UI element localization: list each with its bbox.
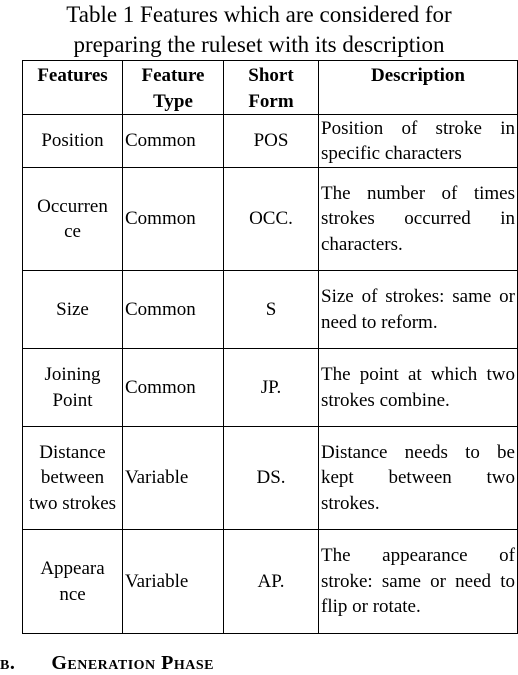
cell-feature: Occurren ce <box>23 168 123 271</box>
cell-description: Position of stroke in specific characters <box>319 115 518 168</box>
section-marker: b. <box>0 652 16 674</box>
cell-short-form: DS. <box>224 427 319 530</box>
header-short-form: Short Form <box>224 61 319 115</box>
cell-short-form: AP. <box>224 530 319 634</box>
section-title: Generation Phase <box>51 652 214 674</box>
caption-line-1: Table 1 Features which are considered for <box>66 2 452 27</box>
cell-feature: Joining Point <box>23 349 123 427</box>
cell-feature-type: Common <box>123 168 224 271</box>
table-row <box>23 349 518 427</box>
cell-feature: Distance between two strokes <box>23 427 123 530</box>
cell-short-form: OCC. <box>224 168 319 271</box>
table-row <box>23 530 518 634</box>
cell-short-form: S <box>224 271 319 349</box>
table-row <box>23 115 518 168</box>
section-heading-fragment <box>0 652 214 675</box>
cell-feature: Appeara nce <box>23 530 123 634</box>
table-caption <box>0 0 518 60</box>
cell-description: The point at which two strokes combine. <box>319 349 518 427</box>
cell-feature-type: Variable <box>123 530 224 634</box>
table-row <box>23 271 518 349</box>
features-table <box>22 60 518 634</box>
cell-feature-type: Common <box>123 271 224 349</box>
cell-feature: Position <box>23 115 123 168</box>
cell-description: Distance needs to be kept between two strokes. <box>319 427 518 530</box>
cell-short-form: JP. <box>224 349 319 427</box>
table-row <box>23 168 518 271</box>
cell-feature-type: Common <box>123 115 224 168</box>
cell-short-form: POS <box>224 115 319 168</box>
header-description: Description <box>319 61 518 115</box>
caption-line-2: preparing the ruleset with its description <box>73 32 445 57</box>
cell-feature-type: Common <box>123 349 224 427</box>
cell-description: The number of times strokes occurred in characters. <box>319 168 518 271</box>
table-header-row <box>23 61 518 115</box>
header-feature-type: Feature Type <box>123 61 224 115</box>
cell-description: Size of strokes: same or need to reform. <box>319 271 518 349</box>
cell-feature-type: Variable <box>123 427 224 530</box>
table-row <box>23 427 518 530</box>
cell-description: The appearance of stroke: same or need to flip or rotate. <box>319 530 518 634</box>
cell-feature: Size <box>23 271 123 349</box>
header-features: Features <box>23 61 123 115</box>
